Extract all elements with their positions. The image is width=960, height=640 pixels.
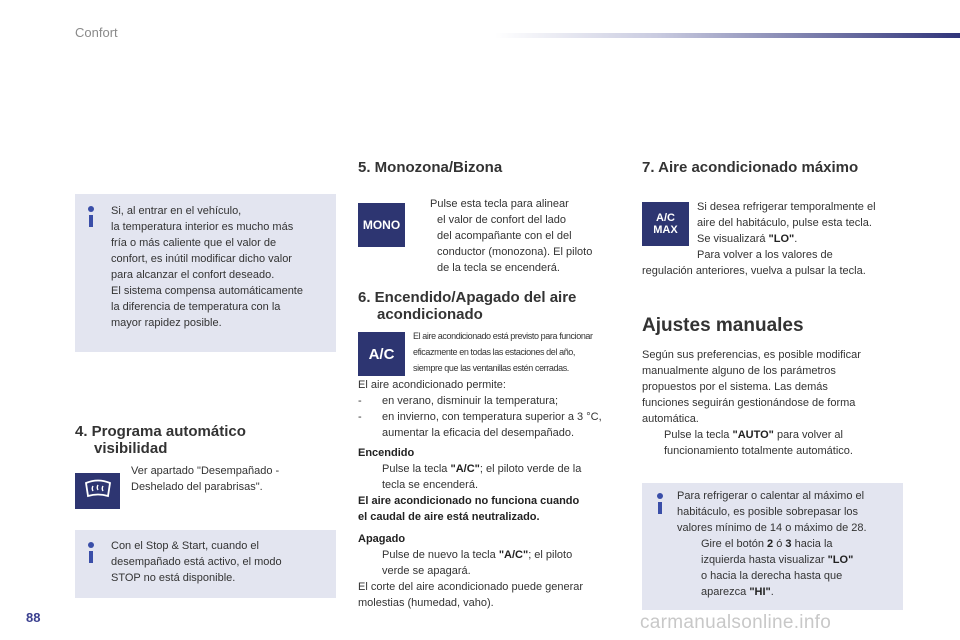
text-line: para volver al (773, 429, 843, 441)
section-7-title: 7. Aire acondicionado máximo (642, 159, 859, 176)
subheading: Apagado (358, 533, 406, 545)
text-line: o hacia la derecha hasta que (701, 570, 843, 582)
heading-line: 6. Encendido/Apagado del aire (358, 289, 577, 306)
text-line: el valor de confort del lado (437, 214, 567, 226)
text-line: El aire acondicionado está previsto para funcionar (413, 331, 593, 341)
text-line: Con el Stop & Start, cuando el (111, 540, 259, 552)
text-line: verde se apagará. (382, 565, 471, 577)
text-line (677, 552, 867, 568)
text-line: Si, al entrar en el vehículo, (111, 205, 242, 217)
text-line: siempre que las ventanillas estén cerradas. (413, 363, 569, 373)
key-name: "A/C" (450, 463, 480, 475)
warning-line: el caudal de aire está neutralizado. (358, 511, 540, 523)
text-line: ; el piloto (528, 549, 573, 561)
info-box-stop-start (75, 530, 336, 598)
text-line: la temperatura interior es mucho más (111, 221, 294, 233)
text-line: Según sus preferencias, es posible modificar (642, 349, 861, 361)
list-item: - en verano, disminuir la temperatura; (358, 395, 559, 407)
info-icon (85, 542, 97, 563)
text-line: Deshelado del parabrisas". (131, 481, 263, 493)
text-line: aumentar la eficacia del desempañado. (382, 427, 575, 439)
list-item: - en invierno, con temperatura superior a 3 °C, (358, 411, 602, 423)
section-7-text-a (697, 199, 876, 263)
text-line: aparezca (701, 586, 750, 598)
icon-label: A/C (368, 345, 395, 363)
manual-settings-title: Ajustes manuales (642, 315, 804, 336)
bullet-line (642, 427, 861, 443)
button-number: 2 (767, 538, 774, 550)
warning-line: El aire acondicionado no funciona cuando (358, 495, 580, 507)
heading-line: visibilidad (94, 440, 168, 457)
button-number: 3 (785, 538, 792, 550)
info-box-max-temp (642, 483, 903, 610)
text-line: Si desea refrigerar temporalmente el (697, 201, 876, 213)
display-value: "HI" (749, 586, 771, 598)
section-5-title: 5. Monozona/Bizona (358, 159, 503, 176)
ac-button-icon (358, 332, 405, 376)
bullet-line (358, 461, 623, 477)
text-line: para alcanzar el confort deseado. (111, 269, 275, 281)
display-value: "LO" (827, 554, 854, 566)
text-line: Pulse de nuevo la tecla (382, 549, 499, 561)
text-line: de la tecla se encenderá. (437, 262, 560, 274)
text-line: propuestos por el sistema. Las demás (642, 381, 828, 393)
subheading: Encendido (358, 447, 415, 459)
text-line: molestias (humedad, vaho). (358, 597, 494, 609)
text-line: Pulse la tecla (664, 429, 733, 441)
ac-note (413, 328, 593, 376)
header-rule (495, 33, 960, 38)
text-line: eficazmente en todas las estaciones del año, (413, 347, 576, 357)
text-line: manualmente alguno de los parámetros (642, 365, 836, 377)
icon-label: A/C (656, 212, 675, 224)
text-line: STOP no está disponible. (111, 572, 236, 584)
heading-line: 4. Programa automático (75, 423, 246, 440)
text-line: El corte del aire acondicionado puede generar (358, 581, 584, 593)
text-line: El aire acondicionado permite: (358, 379, 506, 391)
section-7-text-b: regulación anteriores, vuelva a pulsar la tecla. (642, 265, 866, 277)
heading-line: acondicionado (377, 306, 483, 323)
info-text (677, 488, 867, 600)
icon-label: MAX (653, 224, 678, 236)
text-line: Ver apartado "Desempañado - (131, 465, 280, 477)
text-line: Para refrigerar o calentar al máximo el (677, 490, 865, 502)
text-line: valores mínimo de 14 o máximo de 28. (677, 522, 867, 534)
key-name: "AUTO" (732, 429, 774, 441)
section-6-text (358, 377, 623, 611)
ac-max-button-icon (642, 202, 689, 246)
text-line: . (770, 586, 774, 598)
text-line (677, 584, 867, 600)
text-line: Para volver a los valores de (697, 249, 833, 261)
bullet-line (418, 196, 592, 212)
text-line: El sistema compensa automáticamente (111, 285, 303, 297)
page-number: 88 (26, 610, 41, 625)
text-line: confort, es inútil modificar dicho valor (111, 253, 292, 265)
section-4-title (75, 423, 246, 457)
info-icon (654, 493, 666, 514)
text-line: funcionamiento totalmente automático. (664, 445, 853, 457)
text-line: Gire el botón (701, 538, 768, 550)
text-line: en verano, disminuir la temperatura; (382, 395, 559, 407)
mono-button-icon (358, 203, 405, 247)
info-box-interior-temp (75, 194, 336, 352)
watermark: carmanualsonline.info (640, 612, 832, 633)
text-line: del acompañante con el del (437, 230, 572, 242)
text-line: Pulse la tecla (382, 463, 451, 475)
text-line: ó (773, 538, 786, 550)
text-line: aire del habitáculo, pulse esta tecla. (697, 217, 872, 229)
text-line: la diferencia de temperatura con la (111, 301, 281, 313)
display-value: "LO" (768, 233, 795, 245)
bullet-line (358, 547, 623, 563)
section-6-title (358, 289, 576, 323)
text-line: funciones seguirán gestionándose de forma (642, 397, 856, 409)
defrost-icon (75, 473, 120, 509)
text-line: Se visualizará (697, 233, 769, 245)
section-5-text (418, 196, 592, 276)
info-text (111, 203, 335, 331)
bullet-line (677, 536, 867, 552)
info-icon (85, 206, 97, 227)
text-line: habitáculo, es posible sobrepasar los (677, 506, 859, 518)
info-text (111, 538, 282, 586)
text-line: conductor (monozona). El piloto (437, 246, 593, 258)
text-line: automática. (642, 413, 699, 425)
text-line: ; el piloto verde de la (479, 463, 582, 475)
text-line: hacia la (791, 538, 833, 550)
text-line: tecla se encenderá. (382, 479, 479, 491)
text-line: . (794, 233, 798, 245)
text-line: Pulse esta tecla para alinear (430, 198, 569, 210)
key-name: "A/C" (498, 549, 529, 561)
text-line: en invierno, con temperatura superior a 3 °C, (382, 411, 602, 423)
text-line: fría o más caliente que el valor de (111, 237, 277, 249)
manual-settings-text (642, 347, 861, 459)
text-line: mayor rapidez posible. (111, 317, 222, 329)
text-line: desempañado está activo, el modo (111, 556, 282, 568)
icon-label: MONO (362, 218, 401, 232)
text-line (697, 231, 876, 247)
text-line: izquierda hasta visualizar (701, 554, 828, 566)
section-title: Confort (75, 25, 118, 40)
section-4-text (131, 463, 279, 495)
